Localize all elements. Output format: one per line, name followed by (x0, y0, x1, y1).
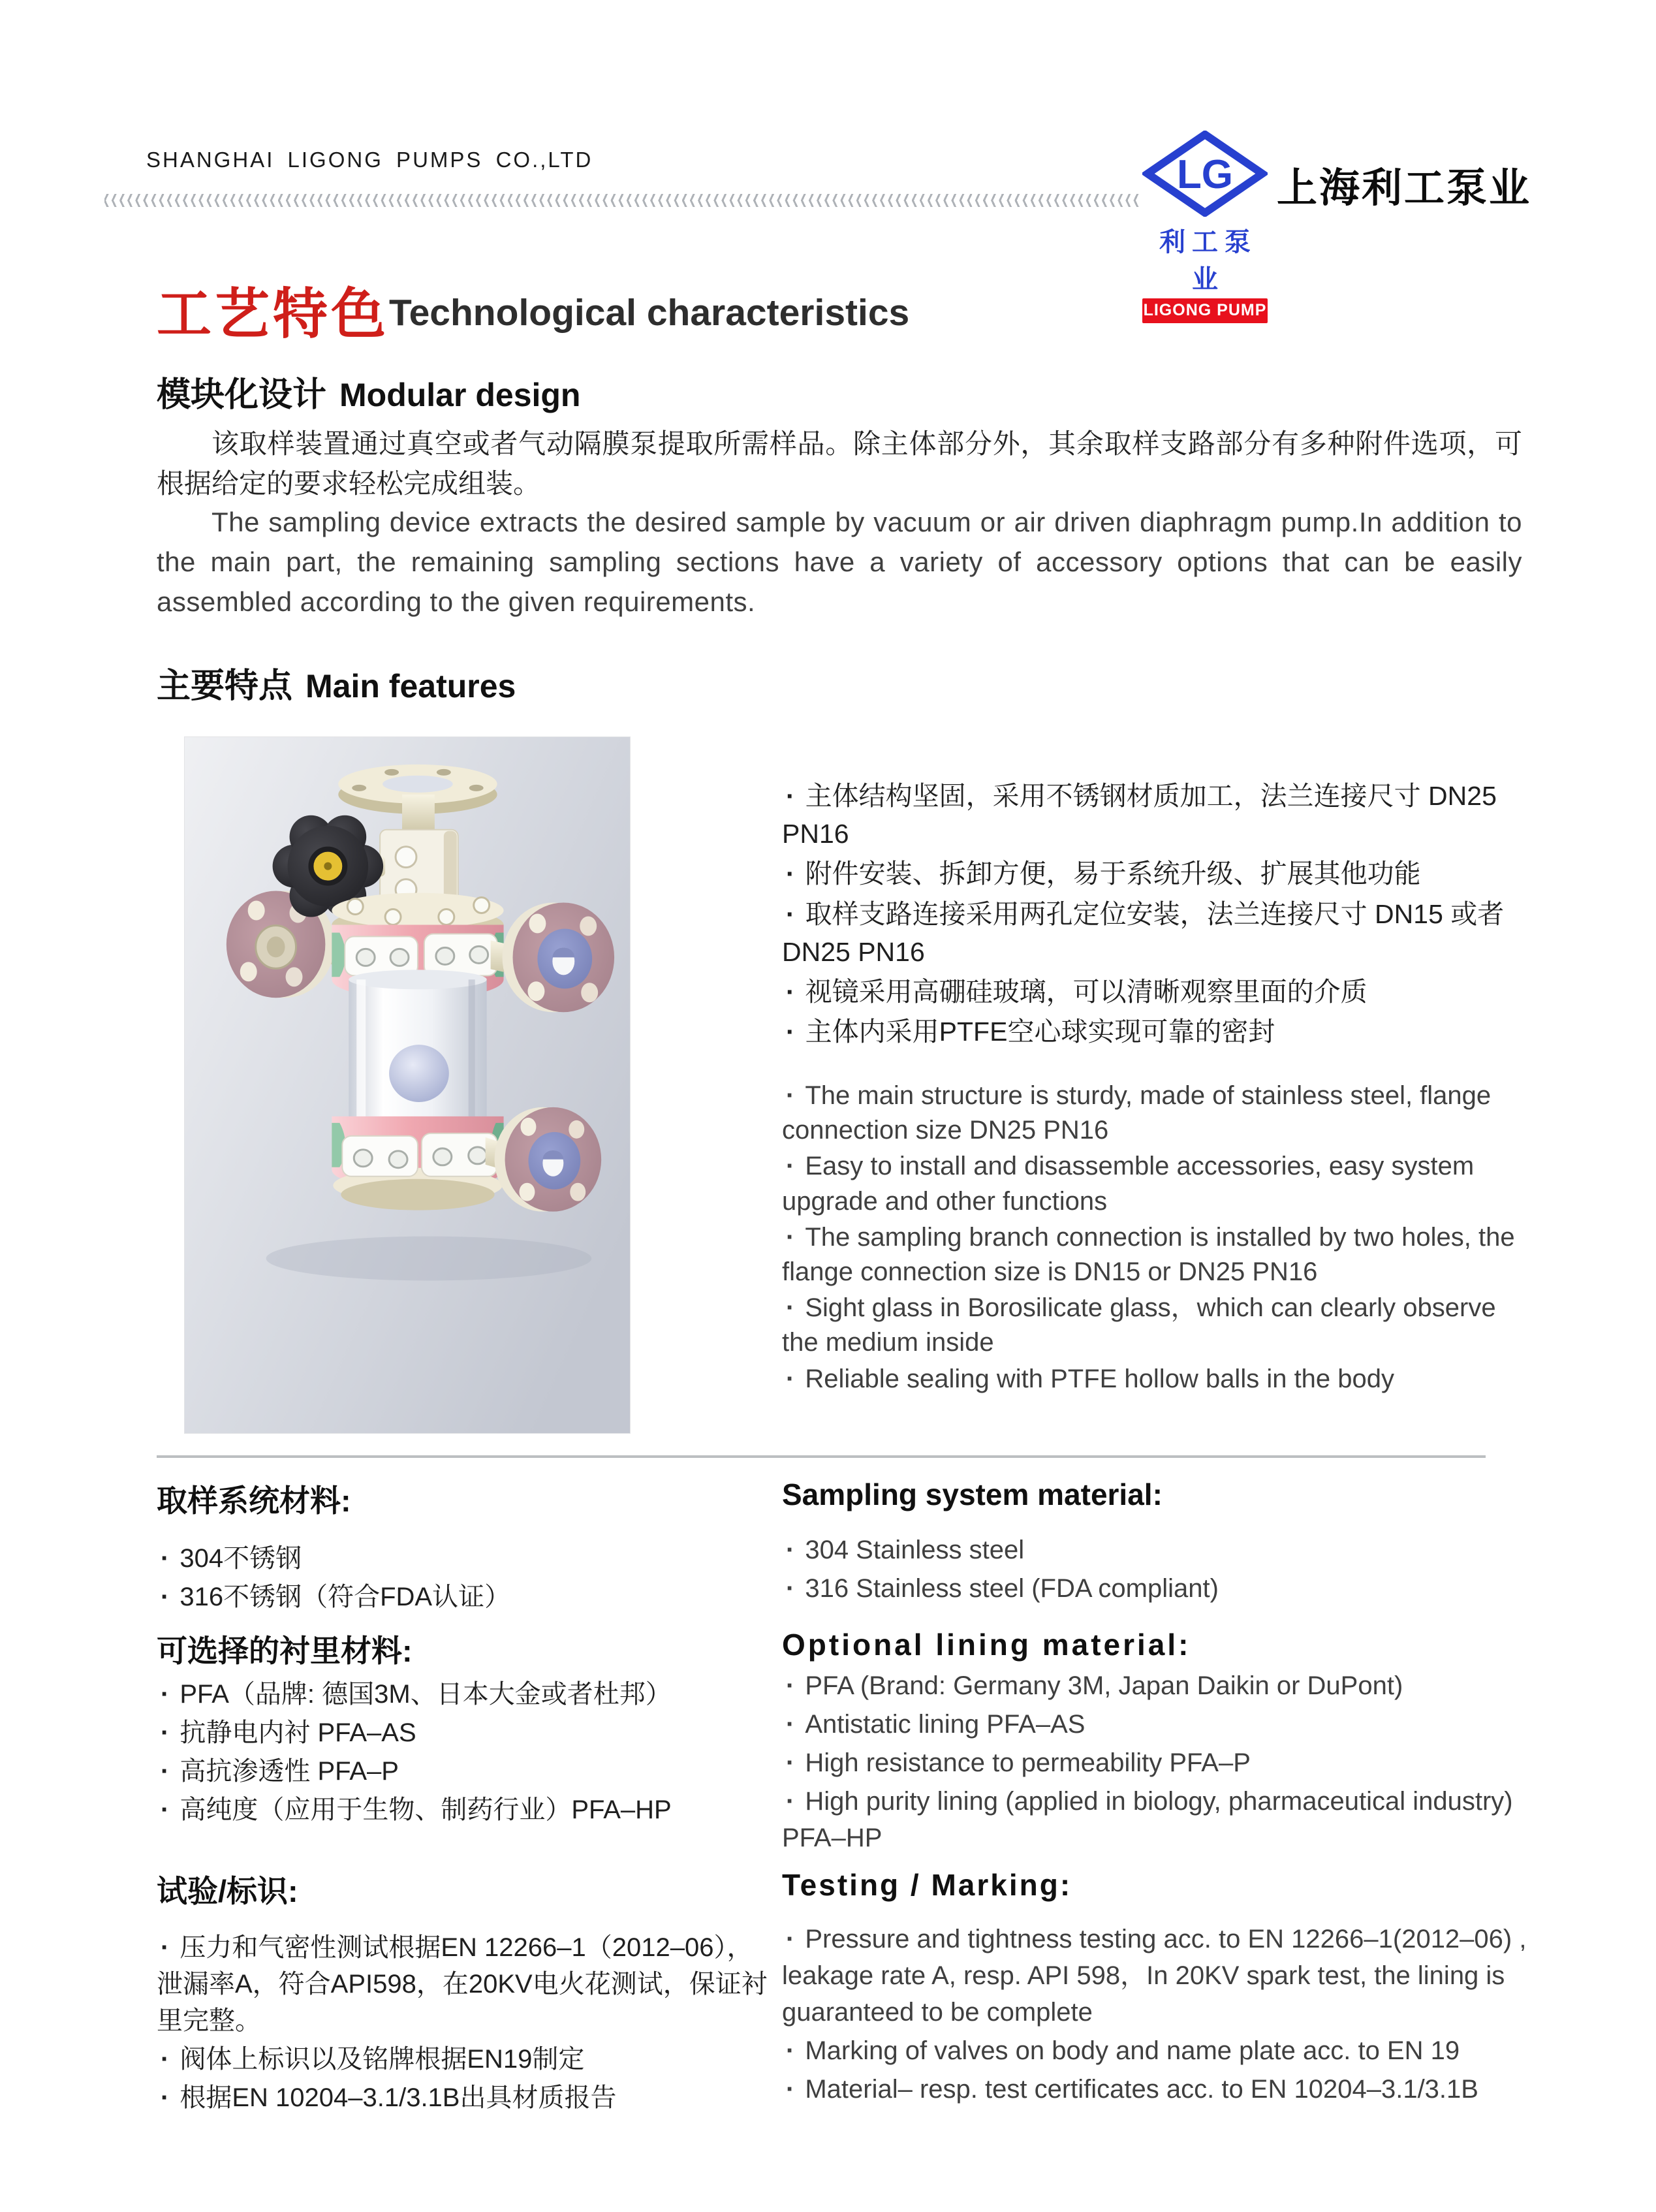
features-list-en (782, 1079, 1534, 1398)
list-item: · 压力和气密性测试根据EN 12266–1（2012–06），泄漏率A，符合API598，在20KV电火花测试，保证衬里完整。 (157, 1929, 777, 2039)
section-divider (157, 1455, 1486, 1458)
heading-modular-cn: 模块化设计 (157, 376, 327, 414)
list-item: · 304 Stainless steel (782, 1532, 1559, 1568)
list-item: · The main structure is sturdy, made of stainless steel, flange connection size DN25 PN16 (782, 1079, 1534, 1148)
heading-lining-cn: 可选择的衬里材料: (157, 1634, 413, 1668)
list-item: · 阀体上标识以及铭牌根据EN19制定 (157, 2041, 777, 2078)
list-item: · Marking of valves on body and name plate acc. to EN 19 (782, 2032, 1559, 2069)
section-testing-en (782, 1867, 1559, 2109)
list-item: · 316不锈钢（符合FDA认证） (157, 1579, 777, 1615)
list-item: · 304不锈钢 (157, 1540, 777, 1577)
right-upper-flange-icon (503, 903, 614, 1013)
list-item: · 根据EN 10204–3.1/3.1B出具材质报告 (157, 2079, 777, 2116)
page-title-en: Technological characteristics (389, 292, 910, 334)
modular-paragraph-cn: 该取样装置通过真空或者气动隔膜泵提取所需样品。除主体部分外，其余取样支路部分有多种附件选项，可根据给定的要求轻松完成组装。 (157, 428, 1522, 499)
list-item: · Pressure and tightness testing acc. to EN 12266–1(2012–06) , leakage rate A, resp. API 598，In 20KV spark test, the lining is guaranteed to be complete (782, 1921, 1559, 2030)
modular-paragraph-en: The sampling device extracts the desired sample by vacuum or air driven diaphragm pump.In addition to the main part, the remaining sampling sections have a variety of accessory options that can be easily assembled according to the given requirements. (157, 507, 1522, 617)
list-item: · High purity lining (applied in biology, pharmaceutical industry) PFA–HP (782, 1783, 1559, 1856)
list-item: · The sampling branch connection is installed by two holes, the flange connection size is DN15 or DN25 PN16 (782, 1220, 1534, 1289)
logo-diamond-icon (1142, 131, 1268, 217)
list-item: · PFA (Brand: Germany 3M, Japan Daikin or DuPont) (782, 1667, 1559, 1704)
heading-testing-cn: 试验/标识: (157, 1874, 298, 1908)
svg-text:LG: LG (1176, 152, 1234, 197)
list-item: · High resistance to permeability PFA–P (782, 1745, 1559, 1781)
sampling-valve-illustration (185, 737, 630, 1433)
list-item: · Antistatic lining PFA–AS (782, 1706, 1559, 1743)
heading-features-cn: 主要特点 (157, 667, 293, 705)
section-material-en (782, 1477, 1559, 1609)
section-lining-cn (157, 1627, 777, 1830)
product-image (184, 736, 631, 1434)
list-item: · Easy to install and disassemble accessories, easy system upgrade and other functions (782, 1149, 1534, 1218)
section-testing-cn (157, 1867, 777, 2118)
heading-lining-en: Optional lining material: (782, 1628, 1191, 1662)
list-item: · Reliable sealing with PTFE hollow balls in the body (782, 1362, 1534, 1397)
list-item: · 取样支路连接采用两孔定位安装，法兰连接尺寸 DN15 或者 DN25 PN16 (782, 895, 1534, 971)
right-lower-flange-icon (495, 1107, 602, 1212)
list-item: · 高抗渗透性 PFA–P (157, 1753, 777, 1790)
section-heading-modular (157, 367, 580, 416)
page-title-cn: 工艺特色 (157, 283, 390, 345)
logo-name-cn: 利工泵业 (1159, 228, 1257, 294)
section-lining-en (782, 1627, 1559, 1858)
brand-title-cn: 上海利工泵业 (1277, 166, 1532, 211)
section-heading-features (157, 658, 516, 707)
list-item: · 附件安装、拆卸方便，易于系统升级、扩展其他功能 (782, 855, 1534, 893)
heading-features-en: Main features (305, 668, 516, 704)
list-item: · 抗静电内衬 PFA–AS (157, 1714, 777, 1751)
list-item: · 316 Stainless steel (FDA compliant) (782, 1570, 1559, 1607)
heading-modular-en: Modular design (339, 377, 581, 413)
company-name: SHANGHAI LIGONG PUMPS CO.,LTD (146, 148, 593, 172)
list-item: · Material– resp. test certificates acc. to EN 10204–3.1/3.1B (782, 2071, 1559, 2108)
logo-name-en: LIGONG PUMP (1142, 298, 1268, 323)
heading-testing-en: Testing / Marking: (782, 1868, 1072, 1902)
list-item: · 视镜采用高硼硅玻璃，可以清晰观察里面的介质 (782, 973, 1534, 1011)
heading-material-cn: 取样系统材料: (157, 1483, 351, 1518)
features-list-cn (782, 777, 1534, 1053)
list-item: · 主体结构坚固，采用不锈钢材质加工，法兰连接尺寸 DN25 PN16 (782, 777, 1534, 853)
company-logo (1142, 131, 1268, 323)
list-item: · Sight glass in Borosilicate glass，which can clearly observe the medium inside (782, 1291, 1534, 1360)
list-item: · 高纯度（应用于生物、制药行业）PFA–HP (157, 1792, 777, 1828)
chevron-divider (104, 194, 1139, 207)
heading-material-en: Sampling system material: (782, 1477, 1163, 1511)
list-item: · PFA（品牌: 德国3M、日本大金或者杜邦） (157, 1676, 777, 1713)
section-material-cn (157, 1477, 777, 1617)
list-item: · 主体内采用PTFE空心球实现可靠的密封 (782, 1013, 1534, 1051)
